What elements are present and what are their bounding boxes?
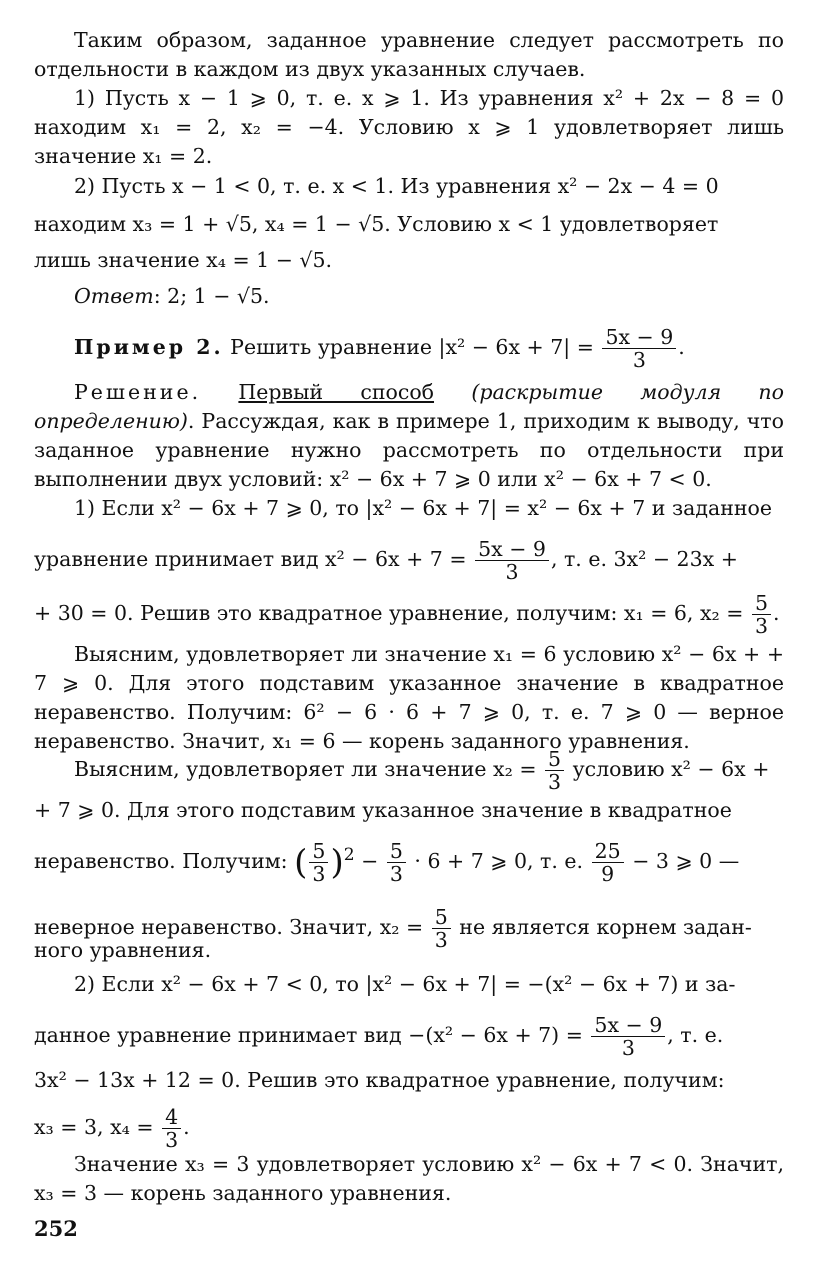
check-2-fraction: $\frac{5}{3}$ xyxy=(545,748,564,793)
answer-value: : 2; 1 − √5. xyxy=(153,284,270,308)
example-label: Пример 2. xyxy=(74,335,224,359)
solution-rest: . Рассуждая, как в примере 1, приходим к выводу, что заданное уравнение нужно рассмотреть по отдельности при выполнении двух условий: x² − 6x + 7 ⩾ 0 или x² − 6x + 7 < 0. xyxy=(34,409,784,491)
check-2-line-2: + 7 ⩾ 0. Для этого подставим указанное значение в квадратное xyxy=(34,798,732,822)
if-1-root-fraction: $\frac{5}{3}$ xyxy=(752,592,771,637)
case-2-line-1: 2) Пусть x − 1 < 0, т. е. x < 1. Из уравнения x² − 2x − 4 = 0 xyxy=(74,174,719,198)
inequality-line: неравенство. Получим: ( $\frac{5}{3}$ )$^2$ − $\frac{5}{3}$ · 6 + 7 ⩾ 0, т. е. $\frac{25}{9}$ − 3 ⩾ 0 — xyxy=(34,839,740,886)
example-fraction: $\frac{5x - 9}{3}$ xyxy=(602,326,676,371)
if-2-equation: данное уравнение принимает вид −(x² − 6x + 7) = $\frac{5x - 9}{3}$ , т. е. xyxy=(34,1013,724,1060)
wrong-inequality-line-2: ного уравнения. xyxy=(34,938,212,962)
answer-label: Ответ xyxy=(74,284,154,308)
if-2-fraction: $\frac{5x - 9}{3}$ xyxy=(591,1014,665,1059)
solution-paragraph xyxy=(34,378,784,494)
answer-line xyxy=(74,282,814,311)
paragraph-case-1: 1) Пусть x − 1 ⩾ 0, т. е. x ⩾ 1. Из уравнения x² + 2x − 8 = 0 находим x₁ = 2, x₂ = −4. Условию x ⩾ 1 удовлетворяет лишь значение x₁ = 2. xyxy=(34,86,784,168)
wrong-inequality-line: неверное неравенство. Значит, x₂ = $\frac{5}{3}$ не является корнем задан- xyxy=(34,905,752,952)
if-1-fraction: $\frac{5x - 9}{3}$ xyxy=(475,538,549,583)
final-paragraph: Значение x₃ = 3 удовлетворяет условию x² − 6x + 7 < 0. Значит, x₃ = 3 — корень заданного уравнения. xyxy=(34,1152,784,1205)
ineq-fraction-1: $\frac{5}{3}$ xyxy=(309,840,328,885)
solution-method: Первый способ xyxy=(238,380,435,404)
if-2-root-fraction: $\frac{4}{3}$ xyxy=(162,1106,181,1151)
wrong-fraction: $\frac{5}{3}$ xyxy=(432,906,451,951)
ineq-fraction-2: $\frac{5}{3}$ xyxy=(387,840,406,885)
check-1-paragraph: Выясним, удовлетворяет ли значение x₁ = 6 условию x² − 6x + + 7 ⩾ 0. Для этого подставим указанное значение в квадратное неравенство. Получим: 6² − 6 · 6 + 7 ⩾ 0, т. е. 7 ⩾ 0 — верное неравенство. Значит, x₁ = 6 — корень заданного уравнения. xyxy=(34,642,784,753)
check-2-line-1: Выясним, удовлетворяет ли значение x₂ = $\frac{5}{3}$ условию x² − 6x + xyxy=(74,747,770,794)
page-number: 252 xyxy=(34,1216,78,1241)
example-text: Решить уравнение |x² − 6x + 7| = xyxy=(230,335,594,359)
paragraph-intro: Таким образом, заданное уравнение следует рассмотреть по отдельности в каждом из двух указанных случаев. xyxy=(34,28,784,81)
if-2-quadratic: 3x² − 13x + 12 = 0. Решив это квадратное уравнение, получим: xyxy=(34,1068,725,1092)
if-2-line: 2) Если x² − 6x + 7 < 0, то |x² − 6x + 7| = −(x² − 6x + 7) и за- xyxy=(74,972,736,996)
if-1-solution: + 30 = 0. Решив это квадратное уравнение, получим: x₁ = 6, x₂ = $\frac{5}{3}$ . xyxy=(34,591,780,638)
solution-paren: (раскрытие модуля по определению) xyxy=(34,380,784,433)
if-1-equation: уравнение принимает вид x² − 6x + 7 = $\frac{5x - 9}{3}$ , т. е. 3x² − 23x + xyxy=(34,537,738,584)
solution-label: Решение. xyxy=(74,380,202,404)
case-2-line-2: находим x₃ = 1 + √5, x₄ = 1 − √5. Условию x < 1 удовлетворяет xyxy=(34,212,719,236)
if-1-line: 1) Если x² − 6x + 7 ⩾ 0, то |x² − 6x + 7| = x² − 6x + 7 и заданное xyxy=(74,496,772,520)
ineq-fraction-3: $\frac{25}{9}$ xyxy=(592,840,624,885)
example-2-heading: Пример 2. Решить уравнение |x² − 6x + 7| = $\frac{5x - 9}{3}$ . xyxy=(74,325,685,372)
if-2-roots: x₃ = 3, x₄ = $\frac{4}{3}$ . xyxy=(34,1105,190,1152)
case-2-line-3: лишь значение x₄ = 1 − √5. xyxy=(34,248,333,272)
